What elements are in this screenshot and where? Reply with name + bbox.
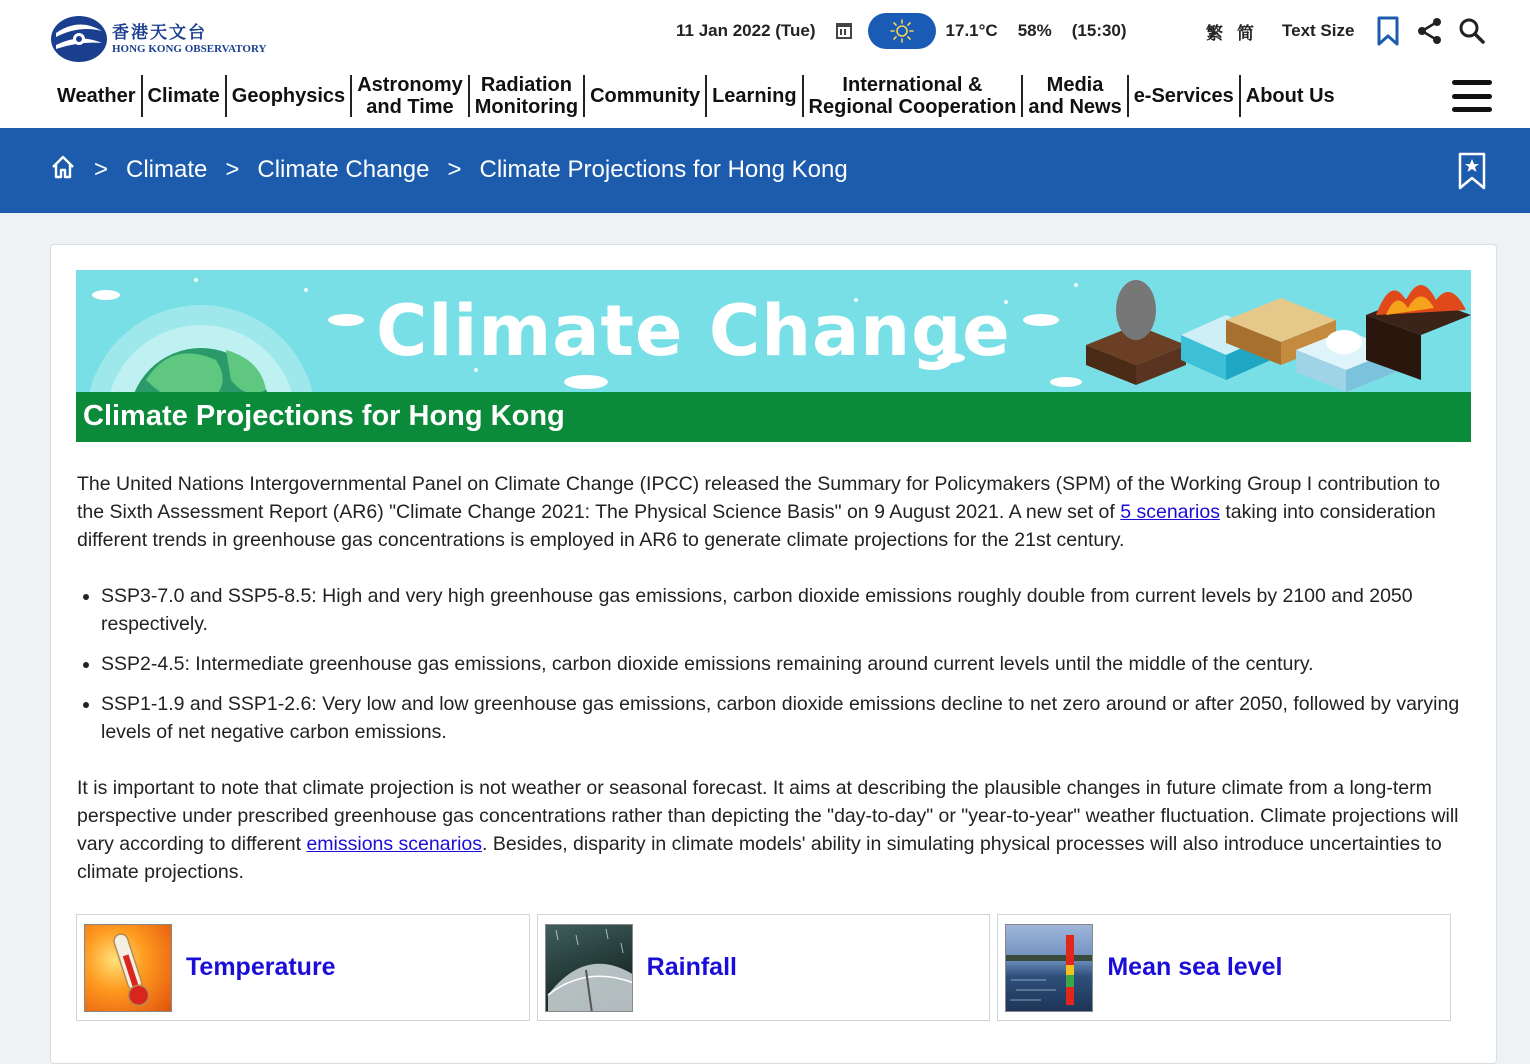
bookmark-star-icon[interactable] <box>1458 152 1486 190</box>
nav-item-label: About Us <box>1245 85 1335 107</box>
banner-title: Climate Change <box>376 290 1011 372</box>
nav-item-weather[interactable] <box>52 75 143 117</box>
nav-item-learning[interactable] <box>707 75 803 117</box>
list-item: • SSP1-1.9 and SSP1-2.6: Very low and low greenhouse gas emissions, carbon dioxide emissions decline to net zero around or after 2050, followed by varying levels of net negative carbon emissions. <box>101 690 1476 746</box>
nav-item-label: e-Services <box>1133 85 1234 107</box>
sea-level-image <box>1005 924 1093 1012</box>
emissions-scenarios-link[interactable]: emissions scenarios <box>306 833 483 855</box>
search-icon[interactable] <box>1458 14 1486 48</box>
tile-label[interactable]: Temperature <box>186 953 336 981</box>
breadcrumb-climate[interactable]: Climate <box>126 156 208 183</box>
nav-item-radiation[interactable] <box>470 75 585 117</box>
climate-change-banner <box>76 270 1471 392</box>
scenario-list <box>101 582 1476 758</box>
nav-item-about-us[interactable] <box>1241 75 1340 117</box>
nav-item-international[interactable] <box>804 75 1024 117</box>
nav-item-label: Astronomy <box>357 74 463 96</box>
humidity-reading: 58% <box>1017 21 1052 40</box>
header-tools <box>1206 14 1500 48</box>
nav-item-community[interactable] <box>585 75 707 117</box>
tile-label[interactable]: Rainfall <box>646 953 737 981</box>
nav-item-label: and News <box>1028 96 1122 118</box>
breadcrumb <box>50 154 848 186</box>
lang-traditional-link[interactable]: 繁 <box>1206 23 1223 43</box>
content-card <box>50 244 1497 1064</box>
topic-tiles <box>76 914 1451 1021</box>
site-header <box>0 0 1530 128</box>
list-item: • SSP2-4.5: Intermediate greenhouse gas emissions, carbon dioxide emissions remaining around current levels until the middle of the century. <box>101 650 1476 678</box>
nav-item-label: and Time <box>366 96 454 118</box>
nav-item-geophysics[interactable] <box>227 75 352 117</box>
share-icon[interactable] <box>1416 14 1444 48</box>
nav-item-label: Weather <box>57 85 136 107</box>
temperature-reading: 17.1°C <box>945 21 998 40</box>
five-scenarios-link[interactable]: 5 scenarios <box>1120 501 1220 523</box>
nav-item-astronomy[interactable] <box>352 75 470 117</box>
intro-paragraph <box>77 470 1472 554</box>
bookmark-icon[interactable] <box>1374 14 1402 48</box>
weather-status <box>676 14 1127 48</box>
breadcrumb-separator: > <box>225 156 240 183</box>
tile-temperature[interactable] <box>76 914 530 1021</box>
sunny-icon[interactable] <box>868 13 936 49</box>
nav-item-label: Geophysics <box>231 85 346 107</box>
breadcrumb-bar <box>0 128 1530 213</box>
current-date: 11 Jan 2022 (Tue) <box>676 21 816 40</box>
thermometer-image <box>84 924 172 1012</box>
breadcrumb-separator: > <box>447 156 462 183</box>
tile-label[interactable]: Mean sea level <box>1107 953 1283 981</box>
intro-text-b: taking into consideration different trends in greenhouse gas concentrations is employed in AR6 to generate climate projections for the 21st century. <box>77 501 1436 551</box>
note-text-a: It is important to note that climate projection is not weather or seasonal forecast. It aims at describing the plausible changes in future climate from a long-term perspective under prescribed greenhouse gas concentrations rather than depicting the "day-to-day" or "year-to-year" weather fluctuation. Climate projections will vary according to different <box>77 777 1459 855</box>
calendar-icon[interactable] <box>836 23 852 39</box>
nav-item-e-services[interactable] <box>1129 75 1241 117</box>
nav-item-label: Radiation <box>480 74 572 96</box>
umbrella-image <box>545 924 633 1012</box>
home-icon[interactable] <box>50 154 76 187</box>
lang-simplified-link[interactable]: 简 <box>1237 23 1254 43</box>
menu-icon[interactable] <box>1452 80 1492 112</box>
tile-rainfall[interactable] <box>537 914 991 1021</box>
note-text-b: . Besides, disparity in climate models' ability in simulating physical processes will also introduce uncertainties to climate projections. <box>77 833 1442 883</box>
nav-item-label: Monitoring <box>474 96 579 118</box>
breadcrumb-separator: > <box>94 156 109 183</box>
breadcrumb-current-page: Climate Projections for Hong Kong <box>479 156 848 183</box>
intro-text-a: The United Nations Intergovernmental Panel on Climate Change (IPCC) released the Summary for Policymakers (SPM) of the Working Group I contribution to the Sixth Assessment Report (AR6) "Climate Change 2021: The Physical Science Basis" on 9 August 2021. A new set of <box>77 473 1441 523</box>
nav-item-media[interactable] <box>1023 75 1128 117</box>
nav-item-climate[interactable] <box>143 75 227 117</box>
nav-item-label: Learning <box>712 85 797 107</box>
hko-logo-icon <box>50 15 108 63</box>
page-title: Climate Projections for Hong Kong <box>76 392 1471 442</box>
logo-english-text: HONG KONG OBSERVATORY <box>112 42 267 55</box>
nav-item-label: International & <box>842 74 983 96</box>
breadcrumb-climate-change[interactable]: Climate Change <box>257 156 430 183</box>
note-paragraph <box>77 774 1472 886</box>
nav-item-label: Climate <box>147 85 220 107</box>
observation-time: (15:30) <box>1071 21 1127 40</box>
nav-item-label: Media <box>1046 74 1104 96</box>
logo-chinese-text: 香港天文台 <box>112 22 207 42</box>
hko-logo[interactable] <box>50 14 290 64</box>
text-size-button[interactable]: Text Size <box>1282 21 1355 40</box>
nav-item-label: Community <box>590 85 701 107</box>
main-navigation <box>52 72 1340 120</box>
list-item: • SSP3-7.0 and SSP5-8.5: High and very high greenhouse gas emissions, carbon dioxide emissions roughly double from current levels by 2100 and 2050 respectively. <box>101 582 1476 638</box>
nav-item-label: Regional Cooperation <box>808 96 1017 118</box>
tile-mean-sea-level[interactable] <box>997 914 1451 1021</box>
